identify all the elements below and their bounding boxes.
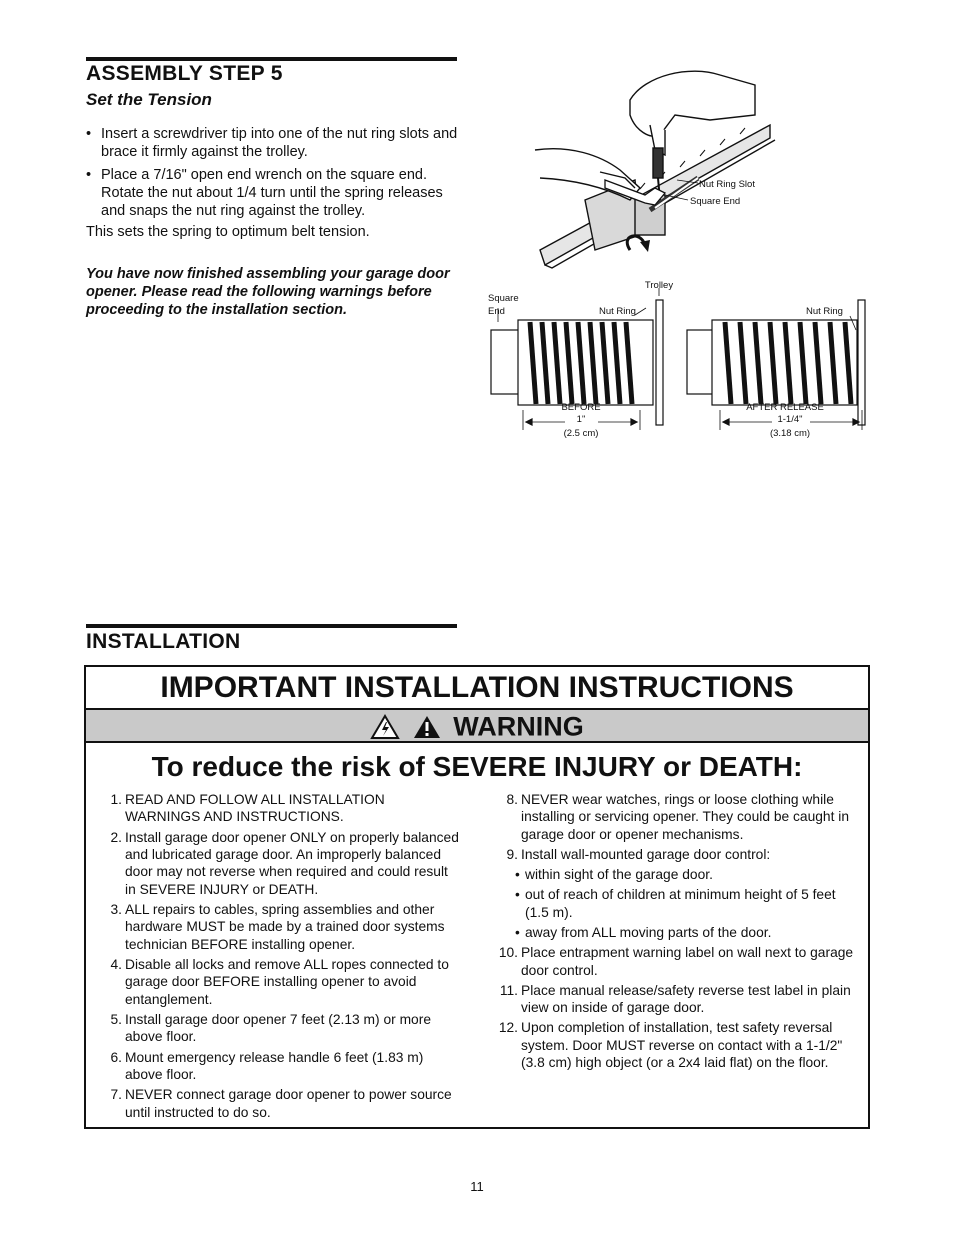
before-cm-label: (2.5 cm) bbox=[563, 428, 599, 439]
bullet-item: • Insert a screwdriver tip into one of the nut ring slots and brace it firmly against the trolley. bbox=[86, 125, 466, 161]
warning-item: 11. Place manual release/safety reverse test label in plain view on inside of garage door. bbox=[499, 982, 851, 1016]
after-inch-label: 1-1/4" bbox=[777, 414, 803, 425]
warning-label: WARNING bbox=[453, 711, 584, 742]
box-title: IMPORTANT INSTALLATION INSTRUCTIONS bbox=[86, 667, 868, 710]
trolley-label: Trolley bbox=[644, 280, 674, 291]
warning-subitem: • away from ALL moving parts of the door. bbox=[492, 924, 862, 941]
warning-item: 9. Install wall-mounted garage door control: bbox=[506, 847, 771, 863]
warning-list-right bbox=[492, 791, 862, 1074]
warning-list-left bbox=[96, 791, 461, 1124]
warning-item: 10. Place entrapment warning label on wall next to garage door control. bbox=[498, 945, 854, 978]
warning-item: 5. Install garage door opener 7 feet (2.13 m) or more above floor. bbox=[110, 1012, 431, 1045]
square-end-top-label: Square bbox=[488, 293, 519, 304]
warning-item: 3. ALL repairs to cables, spring assemblies and other hardware MUST be made by a trained door systems technician BEFORE installing opener. bbox=[110, 902, 445, 952]
warning-item: 1. READ AND FOLLOW ALL INSTALLATION WARNINGS AND INSTRUCTIONS. bbox=[110, 792, 385, 825]
nut-ring-slot-label: Nut Ring Slot bbox=[699, 179, 755, 190]
nut-ring-left-label: Nut Ring bbox=[599, 306, 636, 317]
after-label: AFTER RELEASE bbox=[746, 402, 824, 413]
before-inch-label: 1" bbox=[576, 414, 586, 425]
nut-ring-right-label: Nut Ring bbox=[806, 306, 843, 317]
assembly-step-heading: ASSEMBLY STEP 5 bbox=[86, 62, 283, 85]
warning-bar bbox=[86, 710, 868, 743]
warning-item: 7. NEVER connect garage door opener to power source until instructed to do so. bbox=[110, 1087, 452, 1120]
warning-item: 2. Install garage door opener ONLY on properly balanced and lubricated garage door. An improperly balanced door may not reverse when required and could result in SEVERE INJURY or DEATH. bbox=[110, 829, 459, 897]
square-end-bottom-label: End bbox=[488, 306, 505, 317]
risk-heading: To reduce the risk of SEVERE INJURY or DEATH: bbox=[151, 751, 803, 782]
page-number: 11 bbox=[470, 1179, 484, 1194]
tension-note: This sets the spring to optimum belt tension. bbox=[86, 224, 370, 240]
warning-triangle-icon bbox=[412, 714, 442, 740]
warning-item: 4. Disable all locks and remove ALL ropes connected to garage door BEFORE installing opener to avoid entanglement. bbox=[110, 957, 449, 1007]
assembly-subheading: Set the Tension bbox=[86, 90, 212, 109]
tension-illustration bbox=[470, 60, 890, 450]
warning-item: 6. Mount emergency release handle 6 feet (1.83 m) above floor. bbox=[110, 1049, 424, 1083]
installation-heading: INSTALLATION bbox=[86, 630, 241, 653]
warning-subitem: • within sight of the garage door. bbox=[492, 866, 862, 883]
rotation-arrow-head-icon bbox=[640, 240, 650, 252]
finished-note: You have now finished assembling your garage door opener. Please read the following warnings before proceeding to the installation section. bbox=[86, 266, 450, 318]
top-rule bbox=[86, 57, 457, 61]
warning-item: 12. Upon completion of installation, test safety reversal system. Door MUST reverse on contact with a 1-1/2" (3.8 cm) high object (or a 2x4 laid flat) on the floor. bbox=[498, 1020, 843, 1071]
after-cm-label: (3.18 cm) bbox=[769, 428, 811, 439]
bullet-item: • Place a 7/16" open end wrench on the square end. Rotate the nut about 1/4 turn until the spring releases and snaps the nut ring against the trolley. bbox=[86, 166, 466, 220]
before-label: BEFORE bbox=[561, 402, 601, 413]
warning-subitem: • out of reach of children at minimum height of 5 feet (1.5 m). bbox=[492, 886, 862, 921]
assembly-bullets bbox=[86, 125, 466, 225]
warning-box bbox=[84, 665, 870, 1129]
installation-rule bbox=[86, 624, 457, 628]
square-end-label: Square End bbox=[690, 196, 741, 207]
electrical-hazard-icon bbox=[370, 714, 400, 740]
warning-item: 8. NEVER wear watches, rings or loose clothing while installing or servicing opener. They could be caught in garage door or opener mechanisms. bbox=[506, 792, 850, 842]
